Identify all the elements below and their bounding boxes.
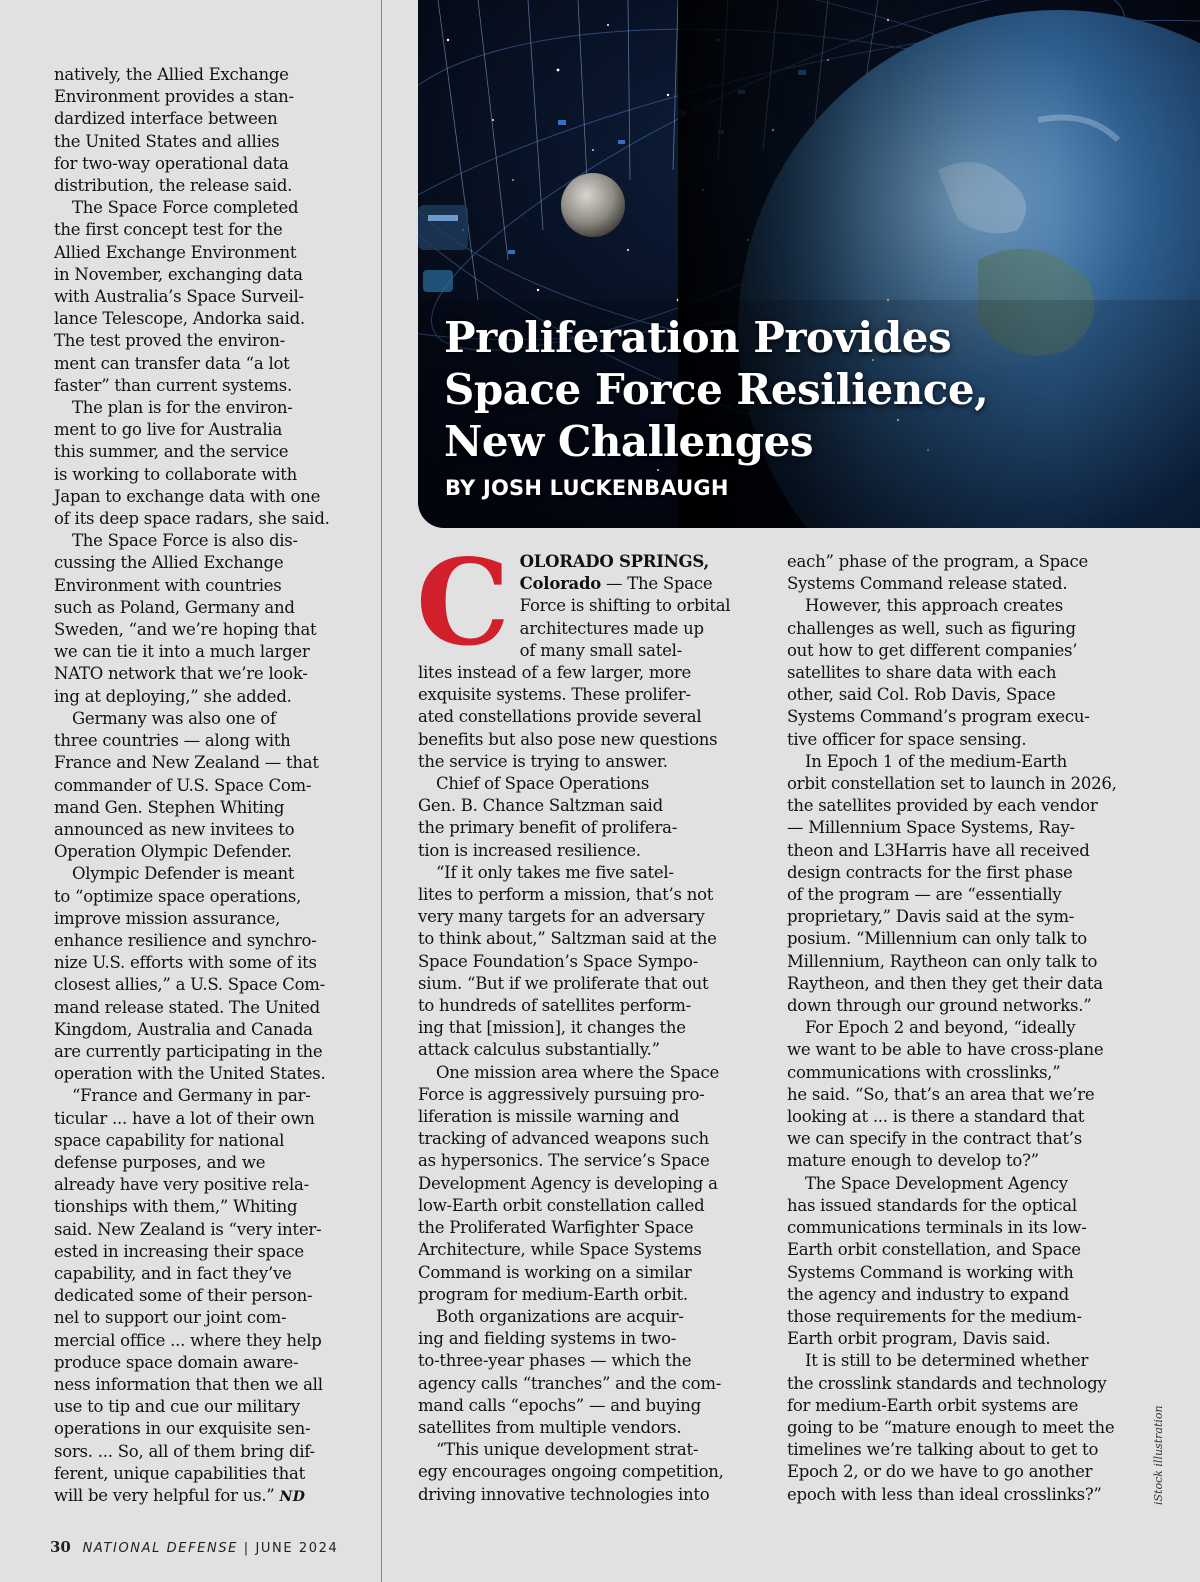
paragraph: However, this approach creates challenges as well, such as figuring out how to get different companies’ satellites to share data with each other, said Col. Rob Davis, Space Systems Command’s program execu- tive officer for space sensing. xyxy=(787,596,1090,749)
paragraph: The Space Development Agency has issued standards for the optical communications terminals in its low- Earth orbit constellation, and Space Systems Command is working with the agency and industry to expand those requirements for the medium- Earth orbit program, Davis said. xyxy=(787,1173,1087,1349)
paragraph: The Space Force completed the first concept test for the Allied Exchange Environment in November, exchanging data with Australia’s Space Surveil- lance Telescope, Andorka said. The test proved the environ- ment can transfer data “a lot faster” than current systems. xyxy=(54,198,305,395)
paragraph: For Epoch 2 and beyond, “ideally we want to be able to have cross-plane communications with crosslinks,” he said. “So, that’s an area that we’re looking at ... is there a standard that we can specify in the contract that’s mature enough to develop to?” xyxy=(787,1018,1104,1171)
byline: BY JOSH LUCKENBAUGH xyxy=(445,476,729,500)
dateline: OLORADO SPRINGS, Colorado xyxy=(519,552,709,594)
article-title: Proliferation Provides Space Force Resilience, New Challenges xyxy=(444,313,989,466)
hero-illustration xyxy=(418,0,1200,528)
paragraph: natively, the Allied Exchange Environment provides a stan- dardized interface between the United States and allies for two-way operational data distribution, the release said. xyxy=(54,65,294,196)
paragraph: “This unique development strat- egy encourages ongoing competition, driving innovative technologies into xyxy=(418,1440,724,1504)
publication-name: NATIONAL DEFENSE xyxy=(82,1541,238,1556)
page-number: 30 xyxy=(50,1538,71,1556)
paragraph: Chief of Space Operations Gen. B. Chance Saltzman said the primary benefit of prolifera- tion is increased resilience. xyxy=(418,774,678,860)
paragraph-text: “France and Germany in par- ticular ... have a lot of their own space capability for national defense purposes, and we already have very positive rela- tionships with them,” Whiting said. New Zealand is “very inter- ested in increasing their space capability, and in fact they’ve dedicated some of their person- nel to support our joint com- mercial office ... where they help produce space domain aware- ness information that then we all use to tip and cue our military operations in our exquisite sen- sors. ... So, all of them bring dif- ferent, unique capabilities that will be very helpful for us.” xyxy=(54,1086,323,1505)
paragraph: One mission area where the Space Force is aggressively pursuing pro- liferation is missile warning and tracking of advanced weapons such as hypersonics. The service’s Space Development Agency is developing a low-Earth orbit constellation called the Proliferated Warfighter Space Architecture, while Space Systems Command is working on a similar program for medium-Earth orbit. xyxy=(418,1062,720,1304)
folio-separator: | xyxy=(243,1541,250,1556)
moon xyxy=(561,173,625,237)
middle-column xyxy=(416,533,758,1506)
end-mark: ND xyxy=(279,1489,306,1505)
right-column xyxy=(787,551,1137,1506)
paragraph: Olympic Defender is meant to “optimize space operations, improve mission assurance, enhance resilience and synchro- nize U.S. efforts with some of its closest allies,” a U.S. Space Com- mand release stated. The United Kingdom, Australia and Canada are currently participating in the operation with the United States. xyxy=(54,864,326,1084)
paragraph: It is still to be determined whether the crosslink standards and technology for medium-Earth orbit systems are going to be “mature enough to meet the timelines we’re talking about to get to Epoch 2, or do we have to go another epoch with less than ideal crosslinks?” xyxy=(787,1351,1115,1504)
paragraph: The plan is for the environ- ment to go live for Australia this summer, and the service is working to collaborate with Japan to exchange data with one of its deep space radars, she said. xyxy=(54,398,330,529)
lead-paragraph xyxy=(416,533,758,773)
drop-cap: C xyxy=(416,533,510,672)
page-folio xyxy=(50,1538,338,1556)
image-credit: iStock illustration xyxy=(1152,1405,1165,1505)
paragraph: Both organizations are acquir- ing and fielding systems in two- to-three-year phases — which the agency calls “tranches” and the com- mand calls “epochs” — and buying satellites from multiple vendors. xyxy=(418,1306,722,1437)
left-column xyxy=(54,64,359,1508)
paragraph-final xyxy=(54,1085,359,1508)
paragraph: “If it only takes me five satel- lites to perform a mission, that’s not very many targets for an adversary to think about,” Saltzman said at the Space Foundation’s Space Sympo- sium. “But if we proliferate that out to hundreds of satellites perform- ing that [mission], it changes the attack calculus substantially.” xyxy=(418,862,717,1060)
paragraph: In Epoch 1 of the medium-Earth orbit constellation set to launch in 2026, the satellites provided by each vendor — Millennium Space Systems, Ray- theon and L3Harris have all received design contracts for the first phase of the program — are “essentially proprietary,” Davis said at the sym- posium. “Millennium can only talk to Millennium, Raytheon can only talk to Raytheon, and then they get their data down through our ground networks.” xyxy=(787,751,1117,1016)
hud-panels xyxy=(418,205,468,292)
issue-date: JUNE 2024 xyxy=(255,1541,339,1556)
paragraph: each” phase of the program, a Space Systems Command release stated. xyxy=(787,552,1089,594)
paragraph: Germany was also one of three countries — along with France and New Zealand — that commander of U.S. Space Com- mand Gen. Stephen Whiting announced as new invitees to Operation Olympic Defender. xyxy=(54,708,319,862)
lead-text: — The Space Force is shifting to orbital architectures made up of many small satel- lites instead of a few larger, more exquisite systems. These prolifer- ated constellations provide several benefits but also pose new questions the service is trying to answer. xyxy=(418,574,731,771)
paragraph: The Space Force is also dis- cussing the Allied Exchange Environment with countries such as Poland, Germany and Sweden, “and we’re hoping that we can tie it into a much larger NATO network that we’re look- ing at deploying,” she added. xyxy=(54,531,317,706)
column-divider xyxy=(381,0,382,1582)
